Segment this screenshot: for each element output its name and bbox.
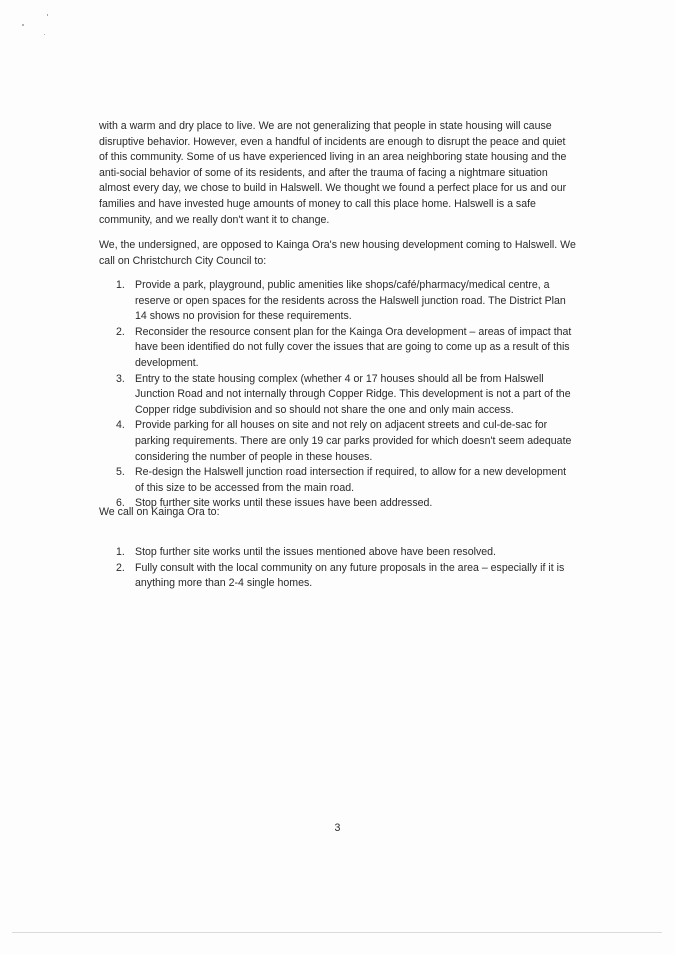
kainga-ora-call-paragraph: We call on Kainga Ora to: (99, 506, 220, 518)
list-item (99, 325, 577, 372)
list-item (99, 465, 577, 496)
list-item (99, 545, 577, 561)
list-number: 5. (116, 466, 125, 479)
list-item-text: Reconsider the resource consent plan for the Kainga Ora development – areas of impact that have been identified do not fully cover the issues that are going to come up as a result of this development. (135, 325, 572, 369)
list-item-text: Provide a park, playground, public amenities like shops/café/pharmacy/medical centre, a reserve or open spaces for the residents across the Halswell junction road. The District Plan 14 shows no provision for these requirements. (135, 279, 566, 323)
page-number: 3 (334, 822, 341, 834)
list-item-text: Stop further site works until the issues mentioned above have been resolved. (135, 546, 496, 558)
council-request-list (99, 278, 577, 512)
request-paragraph: We, the undersigned, are opposed to Kainga Ora's new housing development coming to Halswell. We call on Christchurch City Council to: (99, 239, 576, 267)
list-item-text: Re-design the Halswell junction road intersection if required, to allow for a new development of this size to be accessed from the main road. (135, 466, 567, 494)
list-item (99, 372, 577, 419)
scan-speck (22, 24, 24, 26)
list-number: 1. (116, 279, 125, 291)
scan-edge-line (12, 932, 662, 933)
list-number: 1. (116, 546, 125, 558)
list-item-text: Stop further site works until these issues have been addressed. (135, 497, 433, 510)
kainga-ora-request-list (99, 545, 577, 592)
list-number: 4. (116, 419, 125, 432)
intro-paragraph: with a warm and dry place to live. We are not generalizing that people in state housing will cause disruptive behavior. However, even a handful of incidents are enough to disrupt the peace and quiet of this community. Some of us have experienced living in an area neighboring state housing and the anti-social behavior of some of its residents, and after the trauma of facing a nightmare situation almost every day, we chose to build in Halswell. We thought we found a perfect place for us and our families and have invested huge amounts of money to call this place home. Halswell is a safe community, and we really don't want it to change. (99, 120, 567, 226)
list-number: 6. (116, 497, 125, 510)
list-item-text: Entry to the state housing complex (whether 4 or 17 houses should all be from Halswell Junction Road and not internally through Copper Ridge. This development is not a part of the Copper ridge subdivision and so should not share the one and only main access. (135, 372, 571, 416)
list-item (99, 418, 577, 465)
list-number: 3. (116, 372, 125, 385)
list-item-text: Provide parking for all houses on site and not rely on adjacent streets and cul-de-sac for parking requirements. There are only 19 car parks provided for which doesn't seem adequate considering the number of people in these houses. (135, 419, 572, 463)
list-number: 2. (116, 561, 125, 574)
scan-speck (47, 14, 48, 16)
scan-speck (44, 34, 45, 35)
list-item (99, 278, 577, 325)
list-item-text: Fully consult with the local community on any future proposals in the area – especially if it is anything more than 2-4 single homes. (135, 561, 565, 590)
list-number: 2. (116, 325, 125, 338)
list-item (99, 561, 577, 592)
